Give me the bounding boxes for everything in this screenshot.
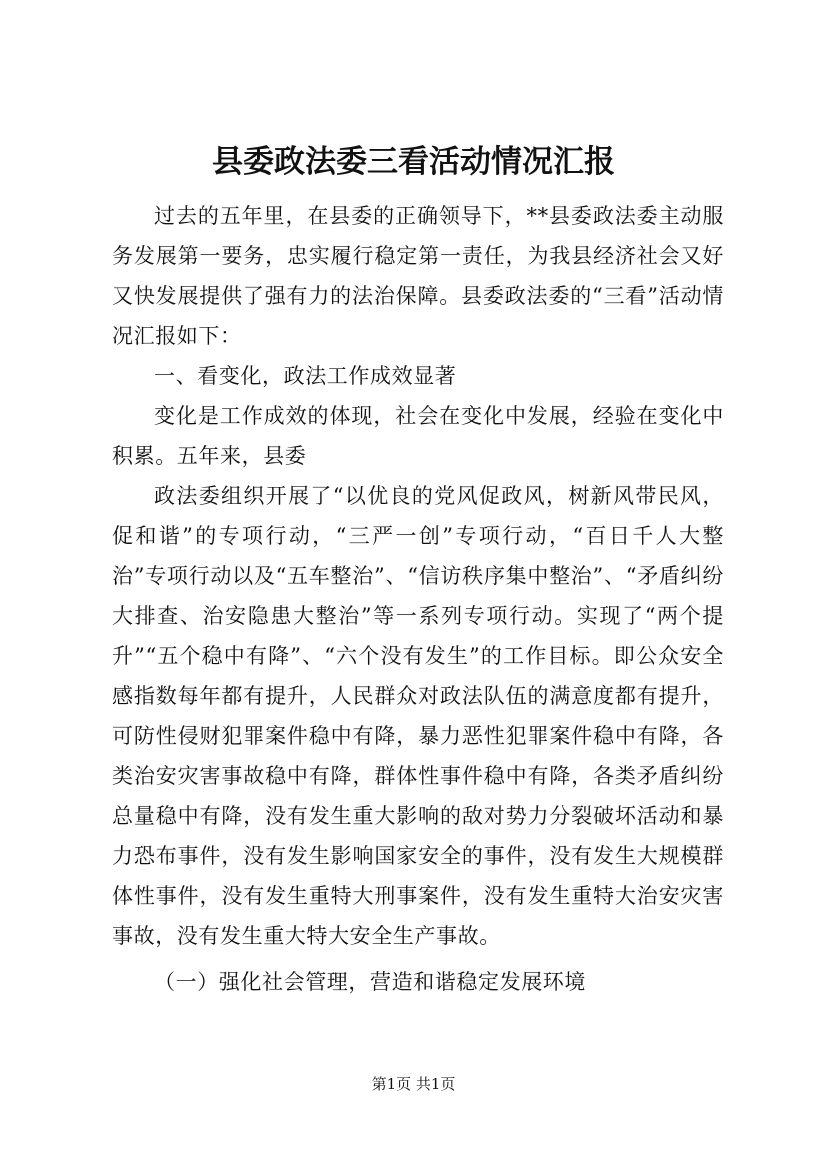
body-paragraph: 政法委组织开展了“以优良的党风促政风，树新风带民风，促和谐”的专项行动，“三严一创”专项行动，“百日千人大整治”专项行动以及“五车整治”、“信访秩序集中整治”、“矛盾纠纷大排查、治安隐患大整治”等一系列专项行动。实现了“两个提升”“五个稳中有降”、“六个没有发生”的工作目标。即公众安全感指数每年都有提升，人民群众对政法队伍的满意度都有提升，可防性侵财犯罪案件稳中有降，暴力恶性犯罪案件稳中有降，各类治安灾害事故稳中有降，群体性事件稳中有降，各类矛盾纠纷总量稳中有降，没有发生重大影响的敌对势力分裂破坏活动和暴力恐布事件，没有发生影响国家安全的事件，没有发生大规模群体性事件，没有发生重特大刑事案件，没有发生重特大治安灾害事故，没有发生重大特大安全生产事故。: [112, 484, 724, 948]
body-paragraph: 变化是工作成效的体现，社会在变化中发展，经验在变化中积累。五年来，县委: [112, 404, 724, 468]
section-heading: 一、看变化，政法工作成效显著: [154, 364, 457, 388]
page-number-footer: 第1页 共1页: [371, 1075, 456, 1093]
subsection-heading: （一）强化社会管理，营造和谐稳定发展环境: [154, 970, 586, 994]
document-title: 县委政法委三看活动情况汇报: [212, 144, 615, 180]
document-body: [112, 196, 724, 1002]
intro-paragraph: 过去的五年里，在县委的正确领导下，**县委政法委主动服务发展第一要务，忠实履行稳定第一责任，为我县经济社会又好又快发展提供了强有力的法治保障。县委政法委的“三看”活动情况汇报如下：: [112, 204, 724, 348]
